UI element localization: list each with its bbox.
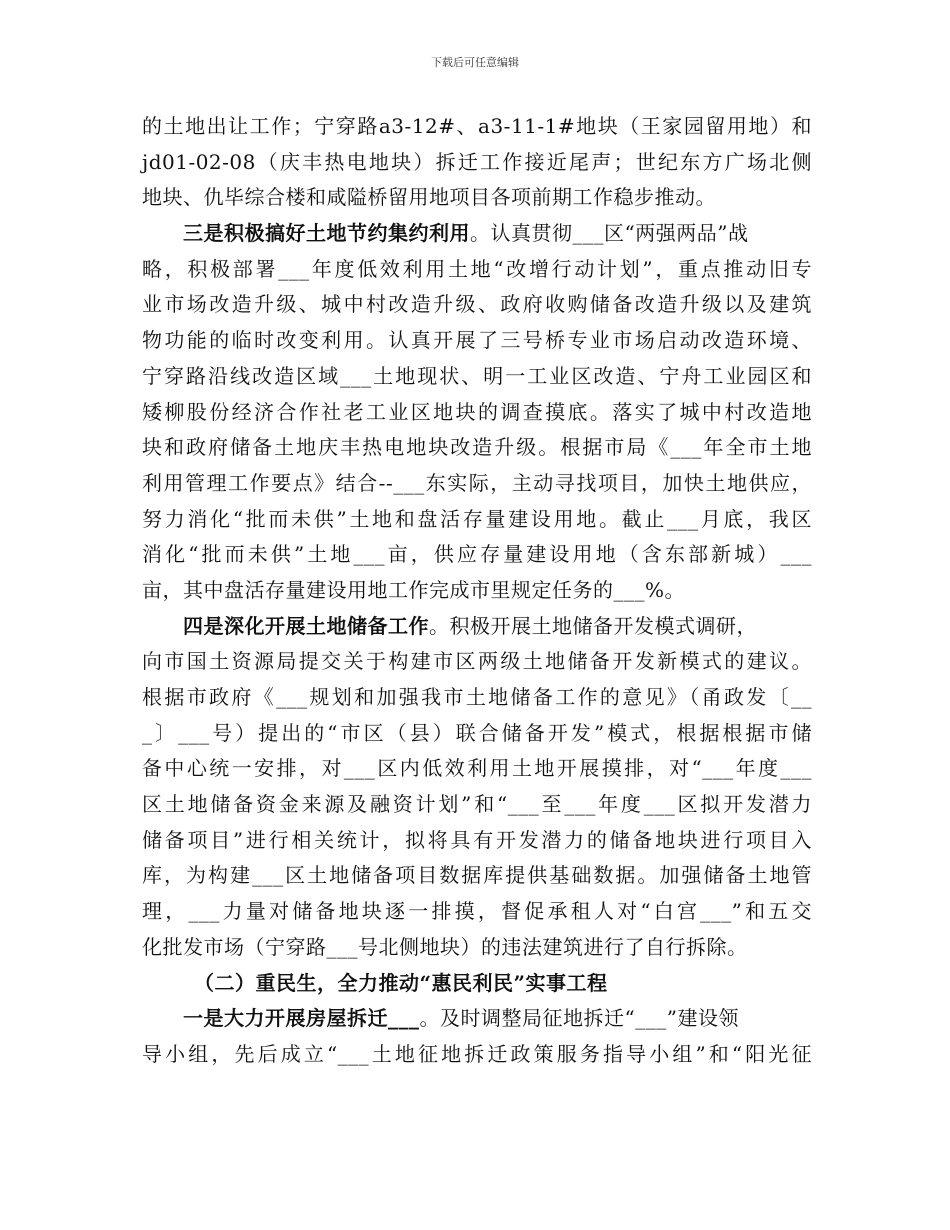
text-line: 亩，其中盘活存量建设用地工作完成市里规定任务的___%。 xyxy=(142,577,686,602)
text-line: 物功能的临时改变利用。认真开展了三号桥专业市场启动改造环境、 xyxy=(142,328,812,353)
text-line: 矮柳股份经济合作社老工业区地块的调查摸底。落实了城中村改造地 xyxy=(142,399,812,424)
page-header: 下载后可任意编辑 xyxy=(431,56,519,69)
paragraph-lead: 一是大力开展房屋拆迁___ xyxy=(183,1006,420,1031)
text-line: 努力消化“批而未供”土地和盘活存量建设用地。截止___月底，我区 xyxy=(142,506,812,531)
text-span: 。及时调整局征地拆迁“___”建设领 xyxy=(419,1006,739,1031)
paragraph-first-line xyxy=(142,609,812,645)
text-line: 理，___力量对储备地块逐一排摸，督促承租人对“白宫___”和五交 xyxy=(142,899,812,924)
paragraph-first-line xyxy=(142,216,812,252)
paragraph-lead: 四是深化开展土地储备工作 xyxy=(183,613,429,638)
text-line: 化批发市场（宁穿路___号北侧地块）的违法建筑进行了自行拆除。 xyxy=(142,934,748,959)
text-line: 宁穿路沿线改造区域___土地现状、明一工业区改造、宁舟工业园区和 xyxy=(142,363,812,388)
text-line: jd01-02-08（庆丰热电地块）拆迁工作接近尾声；世纪东方广场北侧 xyxy=(142,149,812,174)
text-line: 略，积极部署___年度低效利用土地“改增行动计划”，重点推动旧专 xyxy=(142,256,812,281)
text-line: 块和政府储备土地庆丰热电地块改造升级。根据市局《___年全市土地 xyxy=(142,435,812,460)
text-span: 。认真贯彻___区“两强两品”战 xyxy=(470,221,749,246)
text-line: 根据市政府《___规划和加强我市土地储备工作的意见》（甬政发〔__ xyxy=(142,685,812,709)
text-line: 向市国土资源局提交关于构建市区两级土地储备开发新模式的建议。 xyxy=(142,649,812,674)
text-line: 库，为构建___区土地储备项目数据库提供基础数据。加强储备土地管 xyxy=(142,863,812,888)
text-line: 备中心统一安排，对___区内低效利用土地开展摸排，对“___年度___ xyxy=(142,756,812,781)
text-line: 的土地出让工作；宁穿路a3-12#、a3-11-1#地块（王家园留用地）和 xyxy=(142,114,812,138)
text-line: _〕___号）提出的“市区（县）联合储备开发”模式，根据根据市储 xyxy=(142,720,812,745)
paragraph-lead: 三是积极搞好土地节约集约利用 xyxy=(183,221,470,246)
text-line: 消化“批而未供”土地___亩，供应存量建设用地（含东部新城）___ xyxy=(142,542,812,567)
section-heading: （二）重民生，全力推动“惠民利民”实事工程 xyxy=(194,970,608,995)
text-line: 区土地储备资金来源及融资计划”和“___至___年度___区拟开发潜力 xyxy=(142,792,812,817)
text-span: 。积极开展土地储备开发模式调研， xyxy=(429,613,757,638)
text-line: 地块、仇毕综合楼和咸隘桥留用地项目各项前期工作稳步推动。 xyxy=(142,185,716,210)
document-body xyxy=(142,109,812,1073)
paragraph-first-line xyxy=(142,1001,812,1037)
text-line: 利用管理工作要点》结合--___东实际，主动寻找项目，加快土地供应， xyxy=(142,470,812,495)
text-line: 业市场改造升级、城中村改造升级、政府收购储备改造升级以及建筑 xyxy=(142,292,812,317)
text-line: 导小组，先后成立“___土地征地拆迁政策服务指导小组”和“阳光征 xyxy=(142,1041,812,1066)
text-line: 储备项目”进行相关统计，拟将具有开发潜力的储备地块进行项目入 xyxy=(142,827,812,852)
